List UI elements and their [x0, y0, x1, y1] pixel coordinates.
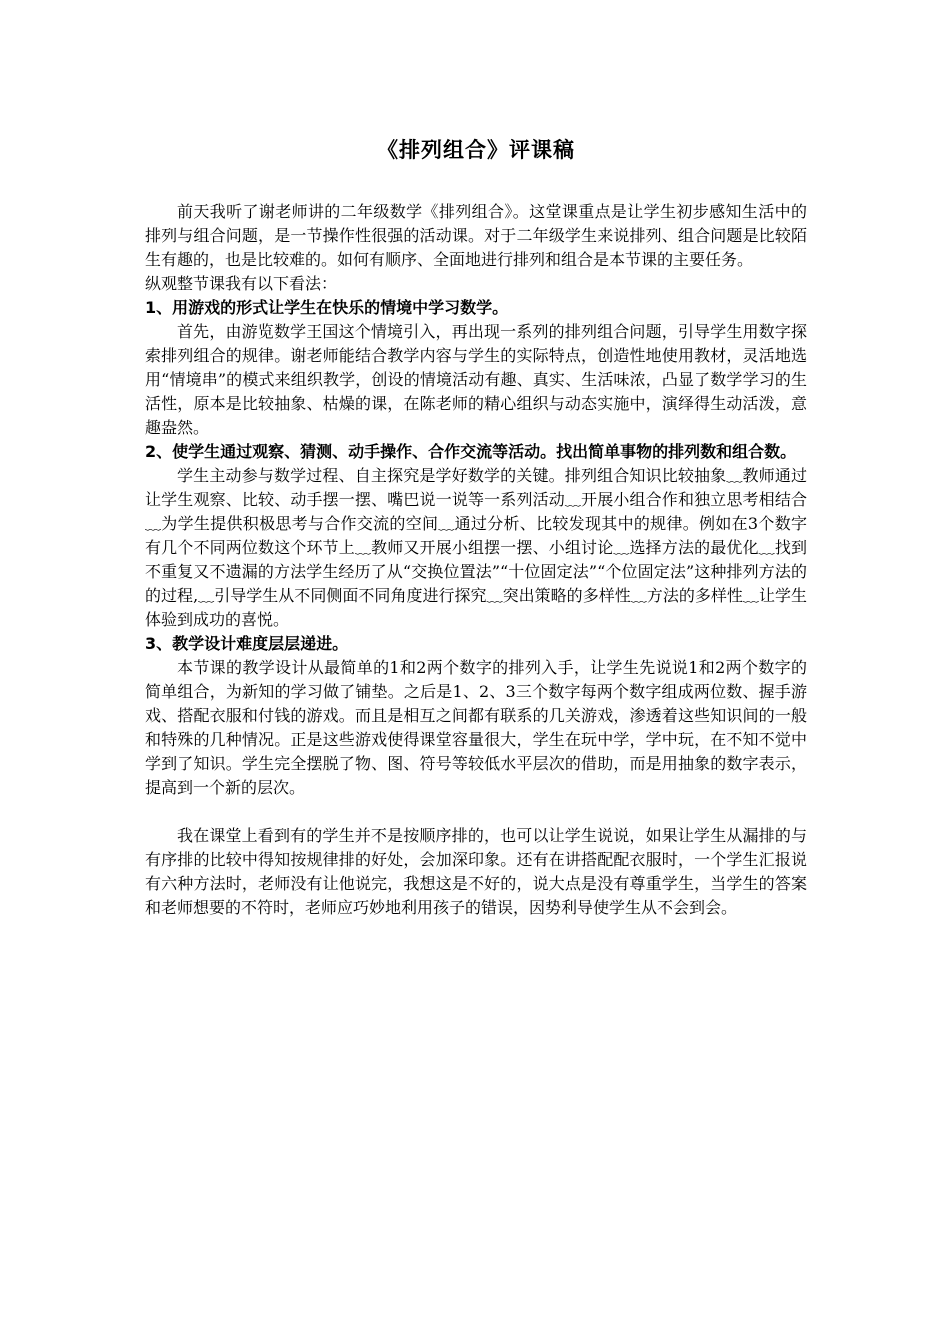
document-page	[145, 132, 807, 920]
intro-paragraph: 前天我听了谢老师讲的二年级数学《排列组合》。这堂课重点是让学生初步感知生活中的排列与组合问题，是一节操作性很强的活动课。对于二年级学生来说排列、组合问题是比较陌生有趣的，也是比较难的。如何有顺序、全面地进行排列和组合是本节课的主要任务。	[145, 202, 807, 269]
section-2-body: 学生主动参与数学过程、自主探究是学好数学的关键。排列组合知识比较抽象﹏教师通过让学生观察、比较、动手摆一摆、嘴巴说一说等一系列活动﹏开展小组合作和独立思考相结合﹏为学生提供积极思考与合作交流的空间﹏通过分析、比较发现其中的规律。例如在3个数字有几个不同两位数这个环节上﹏教师又开展小组摆一摆、小组讨论﹏选择方法的最优化﹏找到不重复又不遗漏的方法学生经历了从“交换位置法”“十位固定法”“个位固定法”这种排列方法的的过程,﹏引导学生从不同侧面不同角度进行探究﹏突出策略的多样性﹏方法的多样性﹏让学生体验到成功的喜悦。	[145, 466, 807, 629]
section-3-heading: 3、教学设计难度层层递进。	[145, 634, 349, 653]
section-3-body: 本节课的教学设计从最简单的1和2两个数字的排列入手，让学生先说说1和2两个数字的简单组合，为新知的学习做了铺垫。之后是1、2、3三个数字每两个数字组成两位数、握手游戏、搭配衣服和付钱的游戏。而且是相互之间都有联系的几关游戏，渗透着这些知识间的一般和特殊的几种情况。正是这些游戏使得课堂容量很大，学生在玩中学，学中玩，在不知不觉中学到了知识。学生完全摆脱了物、图、符号等较低水平层次的借助，而是用抽象的数字表示，提高到一个新的层次。	[145, 658, 807, 797]
overview-line: 纵观整节课我有以下看法：	[145, 274, 338, 293]
section-1-body: 首先，由游览数学王国这个情境引入，再出现一系列的排列组合问题，引导学生用数字探索排列组合的规律。谢老师能结合教学内容与学生的实际特点，创造性地使用教材，灵活地选用“情境串”的模式来组织教学，创设的情境活动有趣、真实、生活味浓，凸显了数学学习的生活性，原本是比较抽象、枯燥的课，在陈老师的精心组织与动态实施中，演绎得生动活泼，意趣盎然。	[145, 322, 807, 437]
document-title: 《排列组合》评课稿	[377, 138, 575, 162]
section-1-heading: 1、用游戏的形式让学生在快乐的情境中学习数学。	[145, 298, 509, 317]
section-2-heading: 2、使学生通过观察、猜测、动手操作、合作交流等活动。找出简单事物的排列数和组合数。	[145, 442, 797, 461]
closing-paragraph: 我在课堂上看到有的学生并不是按顺序排的，也可以让学生说说，如果让学生从漏排的与有序排的比较中得知按规律排的好处，会加深印象。还有在讲搭配配衣服时，一个学生汇报说有六种方法时，老师没有让他说完，我想这是不好的，说大点是没有尊重学生，当学生的答案和老师想要的不符时，老师应巧妙地利用孩子的错误，因势利导使学生从不会到会。	[145, 826, 807, 917]
